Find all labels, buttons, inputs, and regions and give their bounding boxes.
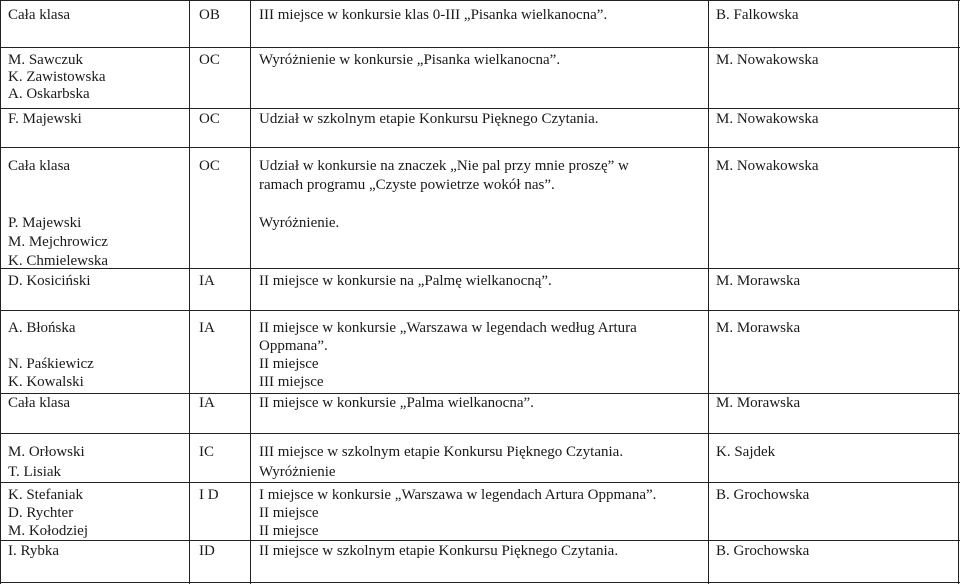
class-code: I D	[199, 487, 219, 503]
teacher-name: M. Morawska	[716, 273, 801, 289]
award-description: III miejsce w szkolnym etapie Konkursu Pięknego Czytania. Wyróżnienie	[259, 444, 624, 480]
award-description: II miejsce w konkursie „Warszawa w legendach według Artura Oppmana”. II miejsce III miejsce	[259, 320, 637, 390]
class-code: ID	[199, 543, 215, 559]
student-names: D. Kosiciński	[8, 273, 91, 289]
student-names: Cała klasa	[8, 7, 71, 23]
student-names: I. Rybka	[8, 543, 60, 559]
teacher-name: M. Morawska	[716, 395, 801, 411]
award-description: II miejsce w konkursie „Palma wielkanocna”.	[259, 395, 534, 411]
teacher-name: M. Nowakowska	[716, 52, 819, 68]
student-names: M. Orłowski T. Lisiak	[8, 444, 85, 480]
row-divider	[0, 310, 960, 311]
student-names: K. Stefaniak D. Rychter M. Kołodziej	[8, 487, 88, 539]
student-names: Cała klasa	[8, 395, 71, 411]
teacher-name: B. Grochowska	[716, 543, 810, 559]
award-description: Udział w konkursie na znaczek „Nie pal przy mnie proszę” w ramach programu „Czyste powietrze wokół nas”. Wyróżnienie.	[259, 158, 629, 231]
student-names: Cała klasa P. Majewski M. Mejchrowicz K. Chmielewska	[8, 158, 108, 269]
student-names: A. Błońska N. Paśkiewicz K. Kowalski	[8, 320, 94, 390]
column-divider	[250, 0, 251, 584]
row-divider	[0, 433, 960, 434]
student-names: M. Sawczuk K. Zawistowska A. Oskarbska	[8, 52, 106, 102]
award-description: Udział w szkolnym etapie Konkursu Pięknego Czytania.	[259, 111, 599, 127]
award-description: II miejsce w konkursie na „Palmę wielkanocną”.	[259, 273, 552, 289]
award-description: III miejsce w konkursie klas 0-III „Pisanka wielkanocna”.	[259, 7, 608, 23]
class-code: IA	[199, 273, 215, 289]
class-code: OC	[199, 52, 220, 68]
teacher-name: B. Grochowska	[716, 487, 810, 503]
teacher-name: B. Falkowska	[716, 7, 799, 23]
teacher-name: M. Nowakowska	[716, 158, 819, 174]
teacher-name: K. Sajdek	[716, 444, 776, 460]
award-description: I miejsce w konkursie „Warszawa w legendach Artura Oppmana”. II miejsce II miejsce	[259, 487, 657, 539]
class-code: OC	[199, 111, 220, 127]
class-code: IA	[199, 395, 215, 411]
class-code: OB	[199, 7, 220, 23]
row-divider	[0, 0, 960, 1]
class-code: IA	[199, 320, 215, 336]
class-code: IC	[199, 444, 214, 460]
award-description: Wyróżnienie w konkursie „Pisanka wielkanocna”.	[259, 52, 561, 68]
row-divider	[0, 47, 960, 48]
class-code: OC	[199, 158, 220, 174]
row-divider	[0, 582, 960, 583]
student-names: F. Majewski	[8, 111, 82, 127]
award-description: II miejsce w szkolnym etapie Konkursu Pięknego Czytania.	[259, 543, 619, 559]
row-divider	[0, 147, 960, 148]
column-divider	[189, 0, 190, 584]
table-border-right	[958, 0, 959, 584]
teacher-name: M. Nowakowska	[716, 111, 819, 127]
row-divider	[0, 482, 960, 483]
teacher-name: M. Morawska	[716, 320, 801, 336]
table-border-left	[0, 0, 1, 584]
